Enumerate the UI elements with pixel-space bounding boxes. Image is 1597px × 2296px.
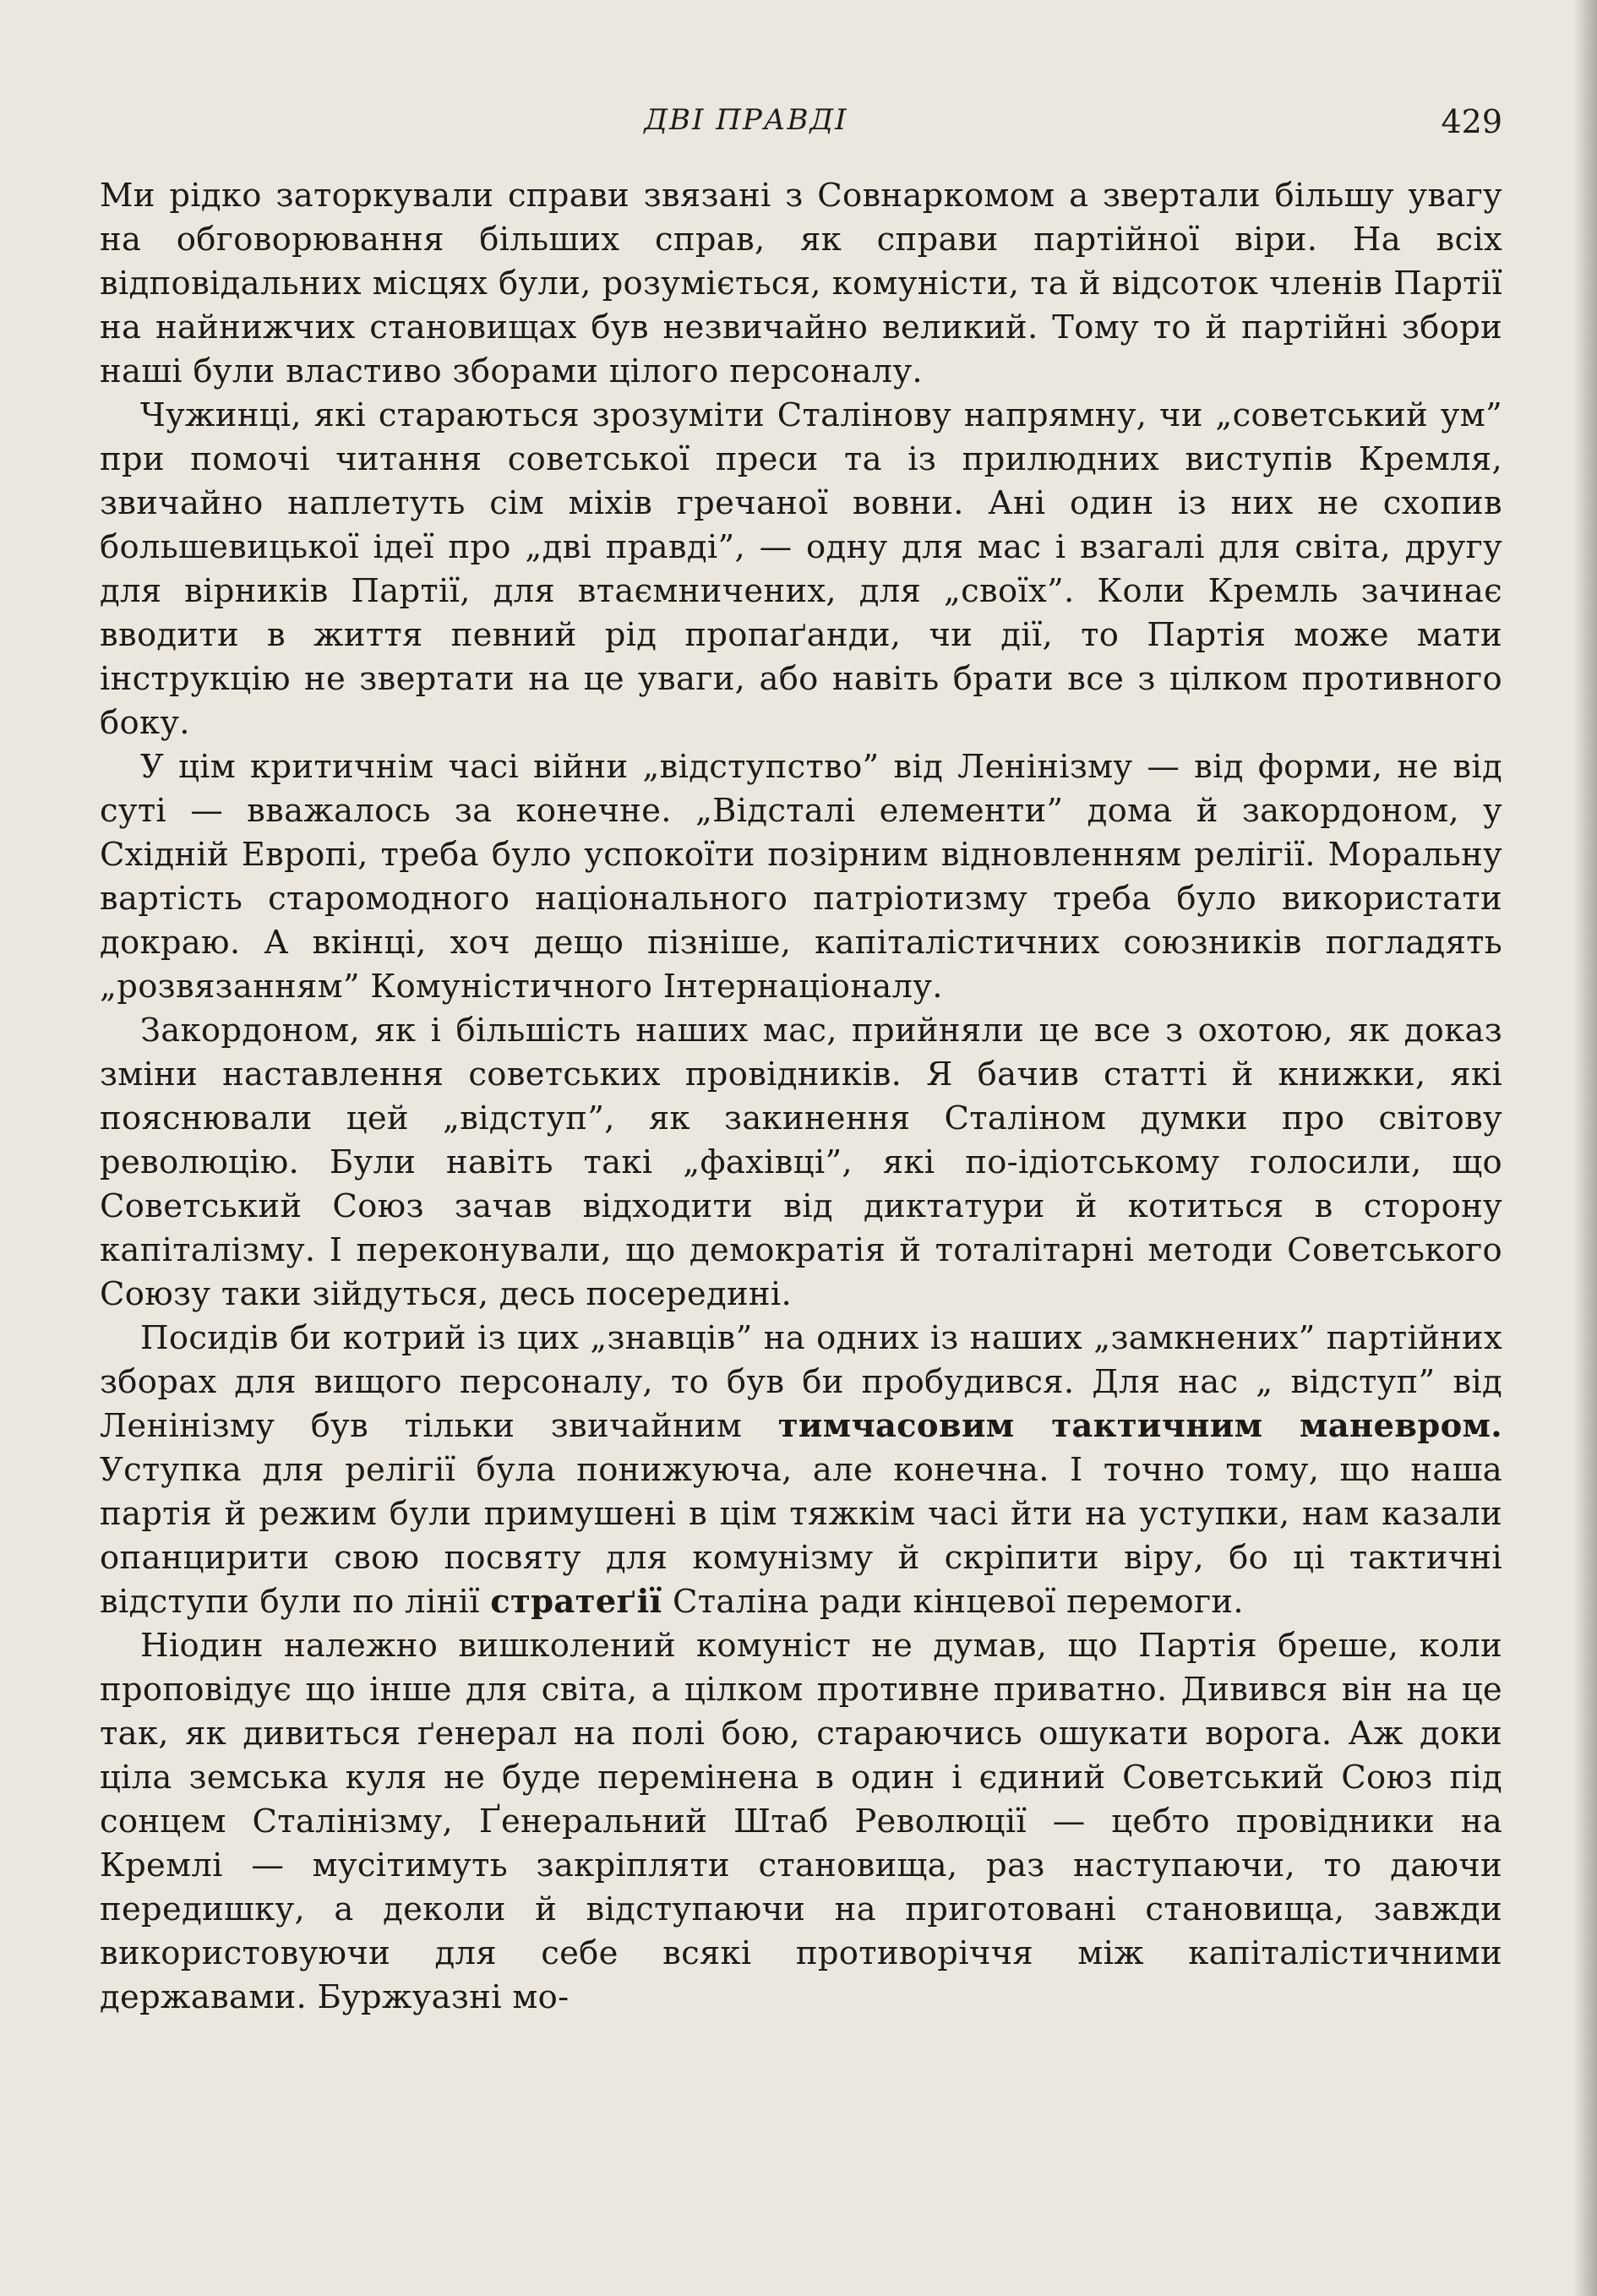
- emphasis-text: тимчасовим тактичним маневром.: [777, 1407, 1502, 1445]
- paragraph: [100, 1009, 1502, 1317]
- paragraph-text: Закордоном, як і більшість наших мас, прийняли це все з охотою, як доказ зміни наставлення советських провідників. Я бачив статті й книжки, які пояснювали цей „відступ”, як закинення Сталіном думки про світову революцію. Були навіть такі „фахівці”, які по-ідіотському голосили, що Советський Союз зачав відходити від диктатури й котиться в сторону капіталізму. І переконували, що демократія й тоталітарні методи Советського Союзу таки зійдуться, десь посередині.: [100, 1012, 1502, 1313]
- running-title: ДВІ ПРАВДІ: [644, 103, 848, 137]
- paragraph: [100, 174, 1502, 394]
- paragraph-text: Уступка для релігії була понижуюча, але конечна. І точно тому, що наша партія й режим були примушені в цім тяжкім часі йти на уступки, нам казали опанцирити свою посвяту для комунізму й скріпити віру, бо ці тактичні відступи були по лінії: [100, 1451, 1502, 1621]
- paragraph-text: Ніодин належно вишколений комуніст не думав, що Партія бреше, коли проповідує що інше для світа, а цілком противне приватно. Дивився він на це так, як дивиться ґенерал на полі бою, стараючись ошукати ворога. Аж доки ціла земська куля не буде перемінена в один і єдиний Советський Союз під сонцем Сталінізму, Ґенеральний Штаб Революції — цебто провідники на Кремлі — мусітимуть закріпляти становища, раз наступаючи, то даючи передишку, а деколи й відступаючи на приготовані становища, завжди використовуючи для себе всякі противоріччя між капіталістичними державами. Буржуазні мо-: [100, 1627, 1502, 2016]
- paragraph-text: У цім критичнім часі війни „відступство” від Ленінізму — від форми, не від суті — вважалось за конечне. „Відсталі елементи” дома й закордоном, у Східній Европі, треба було успокоїти позірним відновленням релігії. Моральну вартість старомодного національного патріотизму треба було використати докраю. А вкінці, хоч дещо пізніше, капіталістичних союзників погладять „розвязанням” Комуністичного Інтернаціоналу.: [100, 748, 1502, 1006]
- paragraph-text: Сталіна ради кінцевої перемоги.: [662, 1583, 1244, 1621]
- page-edge-shadow: [1573, 0, 1597, 2296]
- emphasis-text: стратеґії: [490, 1583, 662, 1621]
- paragraph: [100, 394, 1502, 745]
- paragraph: [100, 1624, 1502, 2020]
- page-number: 429: [1441, 103, 1502, 140]
- paragraph-text: Ми рідко заторкували справи звязані з Совнаркомом а звертали більшу увагу на обговорювання більших справ, як справи партійної віри. На всіх відповідальних місцях були, розуміється, комуністи, та й відсоток членів Партії на найнижчих становищах був незвичайно великий. Тому то й партійні збори наші були властиво зборами цілого персоналу.: [100, 177, 1502, 390]
- paragraph-text: Посидів би котрий із цих „знавців” на одних із наших „замкнених” партійних зборах для вищого персоналу, то був би пробудився. Для нас „ відступ” від Ленінізму був тільки звичайним: [100, 1319, 1502, 1445]
- paragraph: [100, 745, 1502, 1009]
- page-header: [100, 103, 1502, 154]
- paragraph: [100, 1317, 1502, 1624]
- paragraph-text: Чужинці, які стараються зрозуміти Сталінову напрямну, чи „советський ум” при помочі читання советської преси та із прилюдних виступів Кремля, звичайно наплетуть сім міхів гречаної вовни. Ані один із них не схопив большевицької ідеї про „дві правді”, — одну для мас і взагалі для світа, другу для вірників Партії, для втаємничених, для „своїх”. Коли Кремль зачинає вводити в життя певний рід пропаґанди, чи дії, то Партія може мати інструкцію не звертати на це уваги, або навіть брати все з цілком противного боку.: [100, 396, 1502, 742]
- body-text: [100, 174, 1502, 2020]
